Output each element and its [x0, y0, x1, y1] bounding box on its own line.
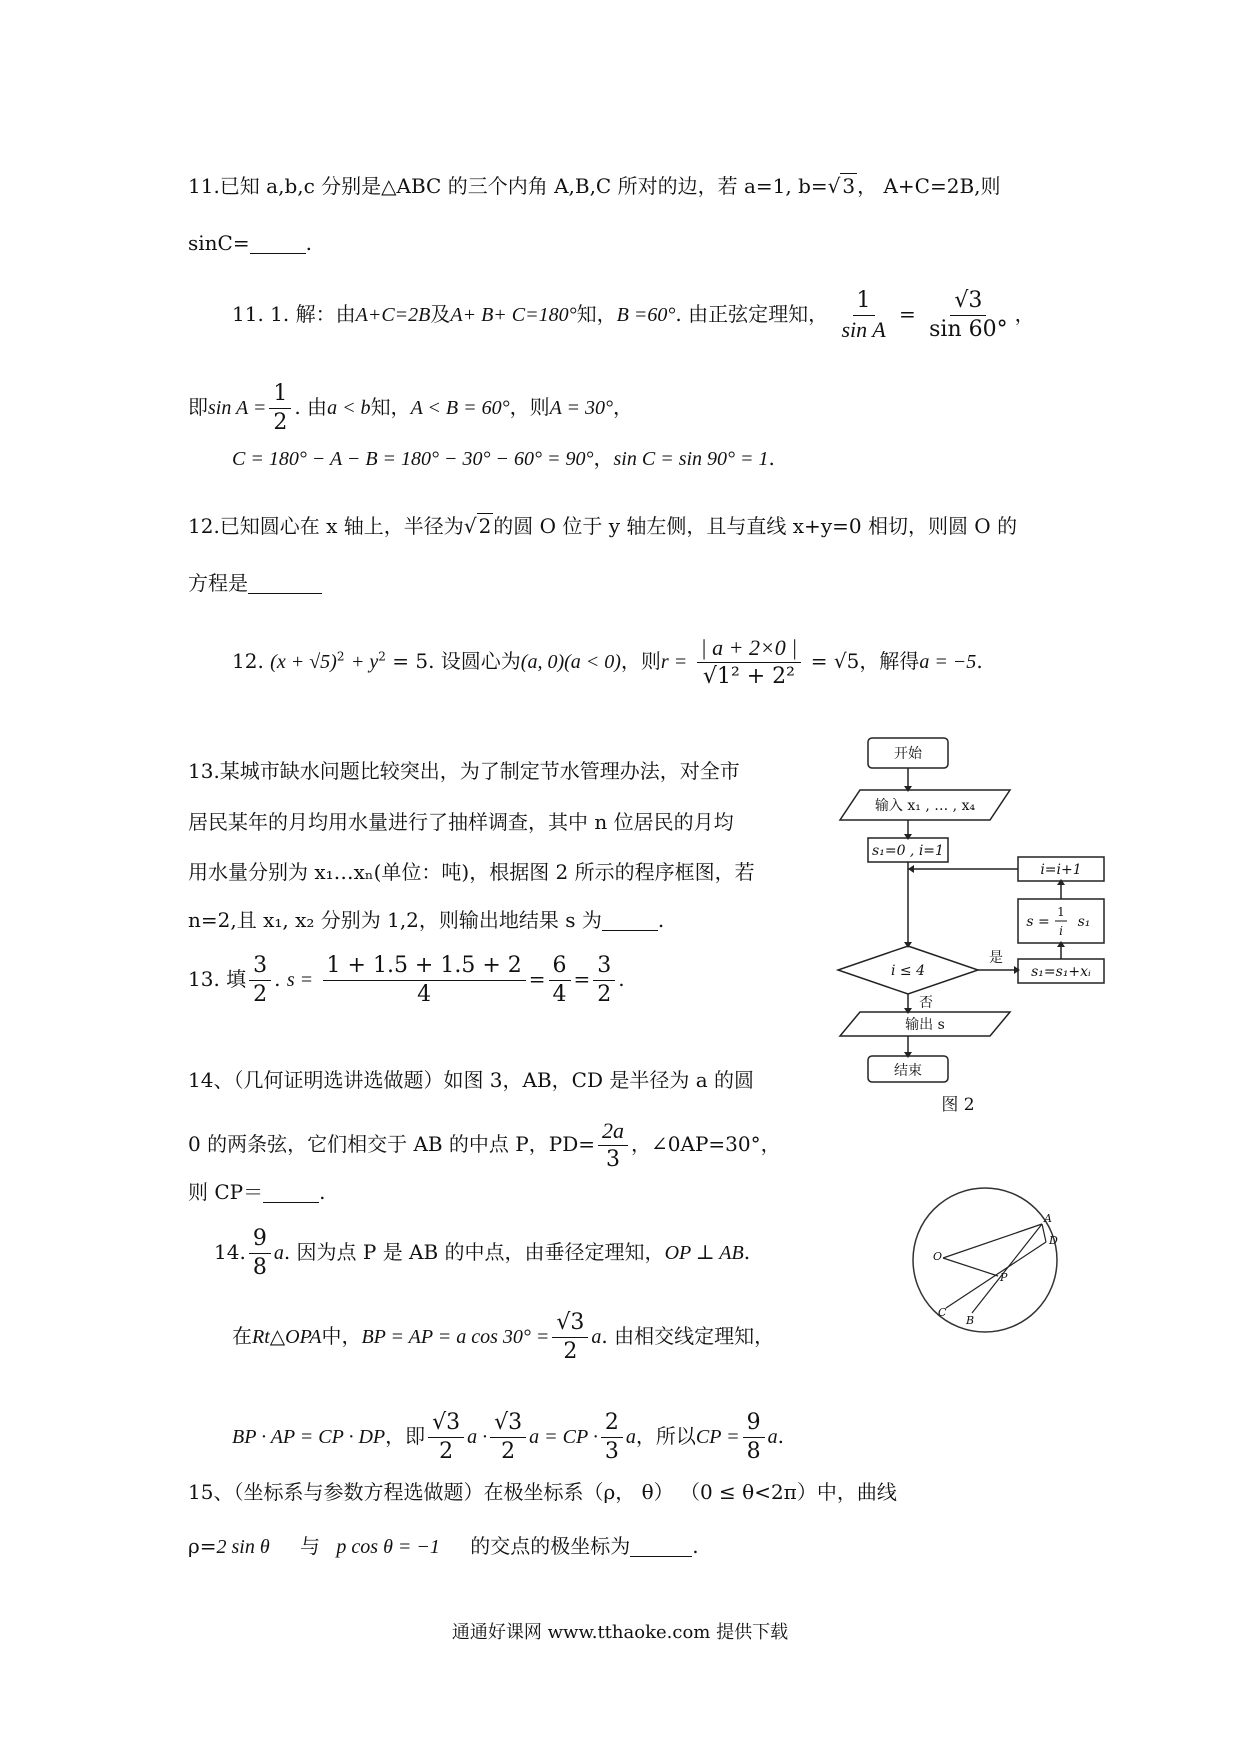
q13-text: n=2,且 x₁, x₂ 分别为 1,2，则输出地结果 s 为 — [188, 908, 602, 932]
q12-a: 12.已知圆心在 x 轴上，半径为 — [188, 514, 464, 538]
fraction: $\frac{√3}{\sin 60^\circ}$ — [929, 288, 1008, 342]
s14-line2 — [232, 1312, 774, 1363]
flow-yes-label: 是 — [989, 950, 1003, 966]
answer-blank — [263, 1182, 319, 1203]
q15-e: 的交点的极坐标为 — [470, 1534, 631, 1558]
s14-l3a: BP · AP = CP · DP — [232, 1426, 386, 1448]
flow-average-num: 1 — [1057, 905, 1065, 919]
fraction: $\frac{2}{3}$ — [601, 1412, 623, 1463]
label-p: P — [1000, 1271, 1008, 1284]
q13-end: . — [657, 908, 665, 932]
s11-d: A+ B+ C=180° — [450, 304, 577, 326]
q14-label: 则 CP＝ — [188, 1180, 264, 1204]
s11-g: . 由正弦定理知， — [675, 302, 829, 326]
s12-sup: 2 — [378, 649, 386, 664]
fraction: $\frac{3}{2}$ — [249, 955, 271, 1006]
q12-label: 方程是 — [188, 571, 248, 595]
s14-l2c: 中， — [321, 1324, 362, 1348]
s14-l3e: a — [625, 1426, 636, 1448]
q11-line2 — [188, 233, 312, 254]
s13-f: . — [618, 967, 625, 991]
s14-b: a — [273, 1242, 284, 1264]
fraction: $\frac{6}{4}$ — [549, 955, 571, 1006]
answer-blank — [630, 1536, 692, 1557]
fraction: $\frac{√3}{2}$ — [428, 1412, 464, 1463]
q15-line1: 15、（坐标系与参数方程选做题）在极坐标系（ρ， θ） （0 ≤ θ<2π）中，曲线 — [188, 1480, 897, 1504]
s11-l2h: A = 30° — [549, 397, 613, 419]
answer-blank — [248, 573, 322, 594]
label-a: A — [1044, 1212, 1052, 1225]
fraction: $\frac{√3}{2}$ — [490, 1412, 526, 1463]
s12-k: a = −5 — [919, 651, 977, 673]
s11-l2f: A < B = 60° — [410, 397, 510, 419]
s11-line1: 11. 1. 解：由A+C=2B及A+ B+ C=180°知，B =60°. 由正弦定理知， $\frac{1}{\text{sin A}}$ = $\frac{√3}{\sin 60^\circ}$ ， — [232, 288, 1035, 342]
s11-c: 及 — [430, 302, 451, 326]
s11-line2 — [188, 383, 633, 434]
s14-l3d: a = CP · — [529, 1426, 598, 1448]
flow-input-label: 输入 x₁ , … , x₄ — [874, 798, 976, 814]
flow-end-label: 结束 — [894, 1063, 922, 1079]
q11-end: . — [305, 231, 312, 255]
s11-l2c: . 由 — [294, 395, 328, 419]
s14-l2d: BP = AP = a cos 30° = — [361, 1326, 550, 1348]
s12-c: + y — [350, 651, 379, 673]
q15-line2 — [188, 1536, 699, 1557]
s11-f: B =60° — [616, 304, 676, 326]
q14-line3 — [188, 1182, 325, 1203]
q13-line3: 用水量分别为 x₁…xₙ(单位：吨)，根据图 2 所示的程序框图，若 — [188, 860, 755, 884]
fraction: $\frac{| a + 2\times 0 |}{\text{√1² + 2²}}$ — [697, 637, 802, 688]
flow-no-label: 否 — [919, 995, 933, 1011]
s11-l2i: ， — [612, 395, 633, 419]
fraction: $\frac{9}{8}$ — [249, 1228, 271, 1279]
s14-l2a: 在 — [232, 1324, 252, 1348]
s12-d: = 5 — [392, 649, 429, 673]
q15-a: ρ= — [188, 1534, 217, 1558]
fraction: $\frac{9}{8}$ — [743, 1412, 765, 1463]
s11-l2e: 知， — [370, 395, 411, 419]
flowchart-figure — [820, 730, 1120, 1130]
label-c: C — [938, 1306, 947, 1319]
s12-e: . 设圆心为 — [428, 649, 521, 673]
s13-c: s = — [286, 969, 314, 991]
q11-tail: ， A+C=2B,则 — [857, 174, 1001, 198]
q15-c: 与 — [300, 1534, 321, 1558]
s14-l2e: a — [591, 1326, 602, 1348]
s14-a: 14. — [214, 1240, 246, 1264]
s12-i: = √5 — [810, 649, 860, 673]
s12-l: . — [976, 649, 983, 673]
s11-l3b: ， — [593, 446, 614, 470]
answer-blank — [250, 233, 306, 254]
s14-l2b: Rt△OPA — [252, 1326, 322, 1348]
q12-line2 — [188, 573, 322, 594]
q15-d: p cos θ = −1 — [336, 1536, 440, 1558]
s12-b: (x + √5) — [270, 651, 337, 673]
flow-output-label: 输出 s — [905, 1017, 945, 1033]
s12-a: 12. — [232, 649, 264, 673]
s11-l2b: sin A = — [208, 397, 267, 419]
q11-sinc: sinC= — [188, 231, 250, 255]
s14-c: . 因为点 P 是 AB 的中点，由垂径定理知， — [283, 1240, 665, 1264]
fraction: $\frac{1}{\text{sin A}}$ — [841, 288, 886, 342]
q14-line1: 14、（几何证明选讲选做题）如图 3，AB，CD 是半径为 a 的圆 — [188, 1068, 755, 1092]
q11-line1 — [188, 176, 1001, 196]
fraction: $\frac{3}{2}$ — [593, 955, 615, 1006]
q14-end: . — [319, 1180, 326, 1204]
flow-average-den: i — [1059, 924, 1063, 938]
s11-b: A+C=2B — [355, 304, 431, 326]
q15-end: . — [692, 1534, 699, 1558]
flow-accumulate-label: s₁=s₁+xᵢ — [1031, 964, 1091, 980]
s14-l3c: a · — [467, 1426, 488, 1448]
s11-l2a: 即 — [188, 395, 208, 419]
label-d: D — [1049, 1234, 1058, 1247]
q14-line2 — [188, 1120, 781, 1171]
flow-average-right: s₁ — [1077, 914, 1091, 930]
fraction: $\frac{1 + 1.5 + 1.5 + 2}{4}$ — [323, 955, 526, 1006]
s11-line3 — [232, 448, 775, 469]
circle-figure — [900, 1180, 1070, 1350]
s14-l3g: CP = — [695, 1426, 740, 1448]
s12-sup: 2 — [336, 649, 345, 664]
s12-line — [232, 637, 983, 688]
s13-a: 13. 填 — [188, 967, 247, 991]
q14-a: 0 的两条弦，它们相交于 AB 的中点 P，PD= — [188, 1132, 596, 1156]
s14-l3i: . — [777, 1424, 784, 1448]
s11-e: 知， — [576, 302, 617, 326]
s11-l3a: C = 180° − A − B = 180° − 30° − 60° = 90° — [232, 448, 594, 470]
s14-e: . — [743, 1240, 751, 1264]
flow-init-label: s₁=0 , i=1 — [872, 843, 944, 859]
s14-l3h: a — [767, 1426, 778, 1448]
flow-increment-label: i=i+1 — [1040, 862, 1082, 878]
figure-caption: 图 2 — [941, 1095, 975, 1115]
q14-b: ，∠0AP=30°， — [631, 1132, 781, 1156]
label-o: O — [933, 1250, 943, 1263]
flow-start-label: 开始 — [894, 746, 922, 762]
fraction: $\frac{1}{2}$ — [269, 383, 291, 434]
flow-condition-label: i ≤ 4 — [890, 963, 926, 979]
s14-l3f: ，所以 — [635, 1424, 696, 1448]
s13-b: . — [274, 967, 281, 991]
s11-l3c: sin C = sin 90° = 1 — [613, 448, 769, 470]
s12-h: r = — [660, 651, 688, 673]
s14-line3 — [232, 1412, 784, 1463]
fraction: $\frac{2a}{3}$ — [598, 1120, 628, 1171]
s13-line — [188, 955, 625, 1006]
q15-b: 2 sin θ — [216, 1536, 270, 1558]
sqrt-two: √ 2 — [463, 514, 492, 538]
s14-d: OP ⊥ AB — [664, 1242, 744, 1264]
label-b: B — [966, 1314, 975, 1327]
s12-j: ，解得 — [859, 649, 920, 673]
s14-l2f: . 由相交线定理知， — [601, 1324, 775, 1348]
s11-l3d: . — [768, 446, 775, 470]
s13-d: = — [528, 967, 546, 991]
sqrt-three: √ 3 — [827, 174, 856, 198]
flow-average-left: s = — [1026, 914, 1050, 930]
fraction: $\frac{√3}{2}$ — [552, 1312, 588, 1363]
s14-l3b: ，即 — [385, 1424, 426, 1448]
s12-g: ，则 — [620, 649, 661, 673]
answer-blank — [602, 910, 658, 931]
s11-l2g: ，则 — [509, 395, 550, 419]
q12-line1 — [188, 516, 1017, 536]
q11-text: 11.已知 a,b,c 分别是△ABC 的三个内角 A,B,C 所对的边，若 a=1, b= — [188, 174, 828, 198]
s12-f: (a, 0)(a < 0) — [520, 651, 621, 673]
s13-e: = — [573, 967, 591, 991]
s11-a: 11. 1. 解：由 — [232, 302, 356, 326]
q13-line2: 居民某年的月均用水量进行了抽样调查，其中 n 位居民的月均 — [188, 810, 734, 834]
s14-line1 — [214, 1228, 750, 1279]
footer: 通通好课网 www.tthaoke.com 提供下载 — [451, 1622, 789, 1643]
q13-line1: 13.某城市缺水问题比较突出，为了制定节水管理办法，对全市 — [188, 759, 740, 783]
s11-h: ， — [1014, 302, 1035, 326]
s11-l2d: a < b — [327, 397, 371, 419]
q13-line4 — [188, 910, 664, 931]
q12-b: 的圆 O 位于 y 轴左侧，且与直线 x+y=0 相切，则圆 O 的 — [493, 514, 1018, 538]
